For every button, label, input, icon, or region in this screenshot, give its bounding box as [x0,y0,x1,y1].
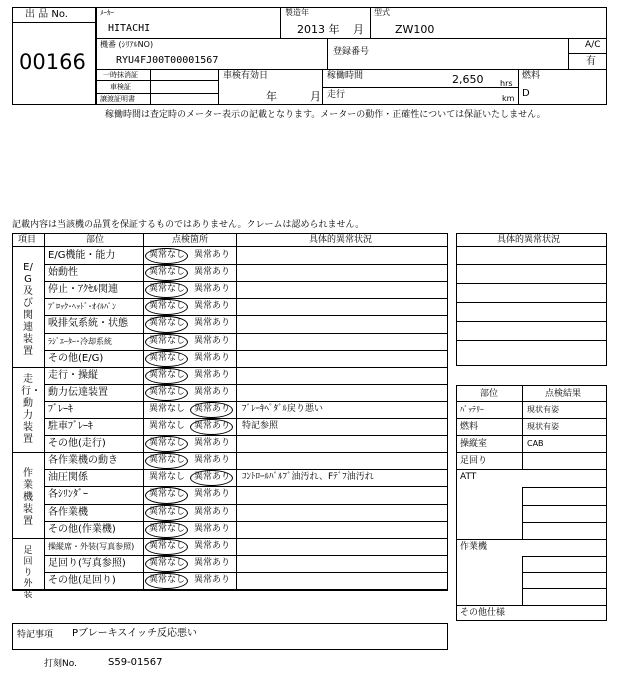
result-value-fuel: 現状有姿 [527,422,559,431]
check-circle [145,522,188,538]
check-abnormal: 異常あり [194,472,231,482]
row-part: 駐車ﾌﾞﾚｰｷ [48,421,93,432]
ac-value: 有 [586,56,596,67]
check-normal: 異常なし [149,575,186,585]
check-circle [190,470,233,486]
check-normal: 異常なし [149,301,186,311]
stamp-value: S59-01567 [108,657,163,668]
check-normal: 異常なし [149,421,186,431]
group-label-work: 作業機装置 [23,468,33,527]
check-circle [190,402,233,418]
hours-value: 2,650 [452,73,484,86]
detail-header: 具体的異常状況 [497,235,561,245]
serial-label: 機番 (ｼﾘｱﾙNO) [100,40,154,49]
inspection-cert-label: 車検証 [110,83,131,91]
row-part: 始動性 [48,267,78,278]
check-circle [145,385,188,401]
check-normal: 異常なし [149,250,186,260]
check-circle [145,556,188,572]
check-abnormal: 異常あり [194,489,231,499]
results-header-part: 部位 [480,389,499,399]
maker-label: ﾒｰｶｰ [100,9,114,17]
check-abnormal: 異常あり [194,524,231,534]
row-part: ﾗｼﾞｴｰﾀｰ･冷却系統 [48,337,112,346]
check-normal: 異常なし [149,438,186,448]
maker-value: HITACHI [108,23,151,34]
model-label: 型式 [374,8,390,17]
check-abnormal: 異常あり [194,370,231,380]
check-abnormal: 異常あり [194,575,231,585]
check-normal: 異常なし [149,370,186,380]
row-part: 各作業機の動き [48,455,118,466]
check-abnormal: 異常あり [194,250,231,260]
hours-unit: hrs [500,79,513,88]
row-detail: 特記参照 [242,421,279,431]
check-normal: 異常なし [149,524,186,534]
row-part: その他(作業機) [48,524,116,535]
special-label: 特記事項 [17,630,54,640]
check-abnormal: 異常あり [194,353,231,363]
results-box [456,385,607,621]
check-normal: 異常なし [149,472,186,482]
col-check: 点検箇所 [172,235,209,245]
month-label: 月 [353,23,364,36]
row-part: 足回り(写真参照) [48,558,126,569]
col-item: 項目 [18,235,37,245]
year-value: 2013 年 [297,23,340,36]
check-abnormal: 異常あり [194,438,231,448]
check-normal: 異常なし [149,267,186,277]
check-circle [145,316,188,333]
result-part-battery: ﾊﾞｯﾃﾘｰ [460,405,484,414]
fuel-value: D [522,88,530,99]
result-part-other: その他仕様 [460,608,506,618]
check-circle [145,351,188,367]
check-circle [145,334,188,350]
check-abnormal: 異常あり [194,336,231,346]
lot-label: 出 品 No. [25,9,68,20]
row-part: ﾌﾞﾚｰｷ [48,404,73,415]
check-normal: 異常なし [149,558,186,568]
check-abnormal: 異常あり [194,387,231,397]
result-part-att: ATT [460,472,477,482]
row-part: 各作業機 [48,507,88,518]
row-part: 動力伝達装置 [48,387,108,398]
check-abnormal: 異常あり [194,455,231,465]
check-circle [145,282,188,298]
check-circle [145,487,188,504]
row-part: その他(走行) [48,438,106,449]
expiry-year-unit: 年 [266,90,277,103]
check-normal: 異常なし [149,318,186,328]
result-part-work: 作業機 [460,542,488,552]
km-unit: km [502,94,515,103]
row-part: 各ｼﾘﾝﾀﾞｰ [48,489,88,500]
check-normal: 異常なし [149,284,186,294]
serial-value: RYU4FJ00T00001567 [116,55,219,66]
group-label-engine: E/G及び関連装置 [23,262,33,357]
row-part: その他(E/G) [48,353,104,364]
row-part: 油圧関係 [48,472,88,483]
fuel-label: 燃料 [522,71,541,81]
check-abnormal: 異常あり [194,507,231,517]
check-circle [190,419,233,435]
result-part-cab: 操縦室 [460,439,488,449]
row-part: 吸排気系統・状態 [48,318,128,329]
meter-notice: 稼働時間は査定時のメーター表示の記載となります。メーターの動作・正確性については保証いたしません。 [105,110,546,120]
travel-label: 走行 [327,90,346,100]
check-normal: 異常なし [149,353,186,363]
col-part: 部位 [86,235,105,245]
check-abnormal: 異常あり [194,267,231,277]
check-normal: 異常なし [149,404,186,414]
expiry-month-unit: 月 [310,90,321,103]
row-part: 停止・ｱｸｾﾙ関連 [48,284,118,295]
check-normal: 異常なし [149,336,186,346]
detail-box [456,233,607,366]
check-abnormal: 異常あり [194,301,231,311]
check-circle [145,436,188,452]
special-text: Pブレーキスイッチ反応悪い [72,628,198,639]
model-value: ZW100 [395,23,435,36]
col-detail: 具体的異常状況 [309,235,373,245]
result-value-battery: 現状有姿 [527,405,559,414]
row-part: 走行・操縦 [48,370,98,381]
result-part-fuel: 燃料 [460,422,479,432]
results-header-result: 点検結果 [545,389,582,399]
check-abnormal: 異常あり [194,284,231,294]
check-abnormal: 異常あり [194,421,231,431]
stamp-label: 打刻No. [44,659,77,669]
transfer-cert-label: 譲渡証明書 [100,95,135,103]
check-normal: 異常なし [149,455,186,465]
row-detail: ｺﾝﾄﾛｰﾙﾊﾞﾙﾌﾞ油汚れ、Fﾃﾞﾌ油汚れ [242,472,374,482]
check-abnormal: 異常あり [194,558,231,568]
check-circle [145,539,188,555]
check-circle [145,299,188,315]
hours-label: 稼働時間 [327,71,364,81]
check-normal: 異常なし [149,507,186,517]
year-label: 製造年 [285,8,309,17]
check-normal: 異常なし [149,541,186,551]
row-part: ﾌﾞﾛｯｸ･ﾍｯﾄﾞ･ｵｲﾙﾊﾟﾝ [48,302,116,311]
check-normal: 異常なし [149,387,186,397]
row-part: E/G機能・能力 [48,250,116,261]
row-detail: ﾌﾞﾚｰｷﾍﾟﾀﾞﾙ戻り悪い [242,404,324,414]
check-normal: 異常なし [149,489,186,499]
row-part: 操縦席・外装(写真参照) [48,542,135,551]
group-label-undercarriage: 足回り外装 [23,546,33,600]
inspection-expiry-label: 車検有効日 [223,71,269,81]
check-abnormal: 異常あり [194,541,231,551]
check-circle [145,265,188,281]
check-circle [145,248,188,264]
row-part: その他(足回り) [48,575,116,586]
temp-permit-label: 一時抹消証 [103,71,138,79]
result-value-cab: CAB [527,439,544,448]
check-circle [145,573,188,589]
result-part-undercarriage: 足回り [460,456,488,466]
check-abnormal: 異常あり [194,404,231,414]
check-circle [145,505,188,521]
disclaimer: 記載内容は当該機の品質を保証するものではありません。クレームは認められません。 [12,220,365,230]
check-circle [145,453,188,469]
group-label-drive: 走行・動力装置 [21,374,41,445]
check-circle [145,368,188,384]
ac-label: A/C [585,40,601,50]
check-abnormal: 異常あり [194,318,231,328]
lot-number: 00166 [19,50,86,74]
reg-label: 登録番号 [333,47,370,57]
